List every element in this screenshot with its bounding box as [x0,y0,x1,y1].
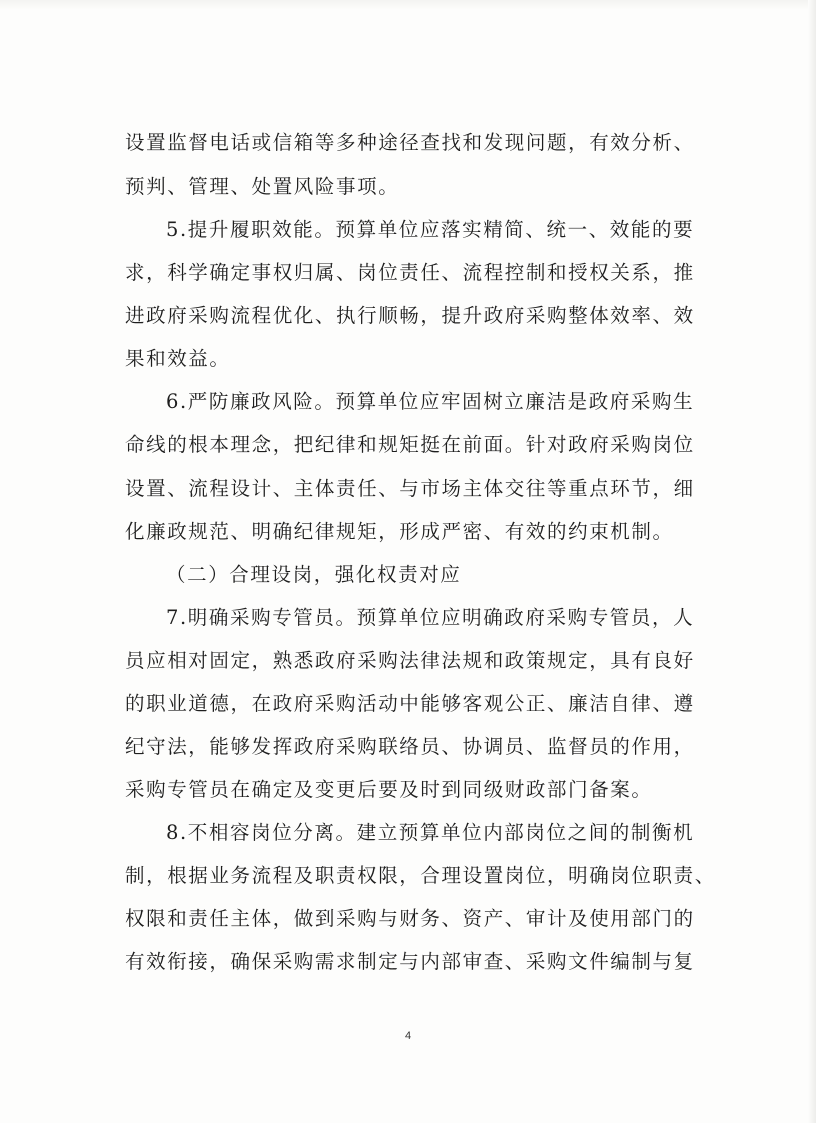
text-line: 的职业道德，在政府采购活动中能够客观公正、廉洁自律、遵 [125,692,695,715]
text-line: 纪守法，能够发挥政府采购联络员、协调员、监督员的作用， [125,735,695,758]
text-line: 6.严防廉政风险。预算单位应牢固树立廉洁是政府采购生 [166,390,695,413]
section-heading: （二）合理设岗，强化权责对应 [166,563,462,586]
text-line: 8.不相容岗位分离。建立预算单位内部岗位之间的制衡机 [166,821,695,844]
text-line: 设置监督电话或信箱等多种途径查找和发现问题，有效分析、 [125,131,695,154]
scan-edge-top [0,0,816,10]
text-line: 有效衔接，确保采购需求制定与内部审查、采购文件编制与复 [125,950,695,973]
text-line: 员应相对固定，熟悉政府采购法律法规和政策规定，具有良好 [125,649,695,672]
scan-edge-right [808,0,816,1123]
text-line: 5.提升履职效能。预算单位应落实精简、统一、效能的要 [166,218,695,241]
text-line: 求，科学确定事权归属、岗位责任、流程控制和授权关系，推 [125,261,695,284]
text-line: 7.明确采购专管员。预算单位应明确政府采购专管员，人 [166,606,695,629]
text-line: 设置、流程设计、主体责任、与市场主体交往等重点环节，细 [125,477,695,500]
page-number: 4 [404,1030,412,1042]
text-line: 制，根据业务流程及职责权限，合理设置岗位，明确岗位职责、 [125,864,716,887]
text-line: 化廉政规范、明确纪律规矩，形成严密、有效的约束机制。 [125,520,674,543]
text-line: 权限和责任主体，做到采购与财务、资产、审计及使用部门的 [125,907,695,930]
text-line: 命线的根本理念，把纪律和规矩挺在前面。针对政府采购岗位 [125,433,695,456]
text-line: 采购专管员在确定及变更后要及时到同级财政部门备案。 [125,778,653,801]
text-line: 预判、管理、处置风险事项。 [125,175,400,198]
text-line: 果和效益。 [125,347,231,370]
text-line: 进政府采购流程优化、执行顺畅，提升政府采购整体效率、效 [125,304,695,327]
